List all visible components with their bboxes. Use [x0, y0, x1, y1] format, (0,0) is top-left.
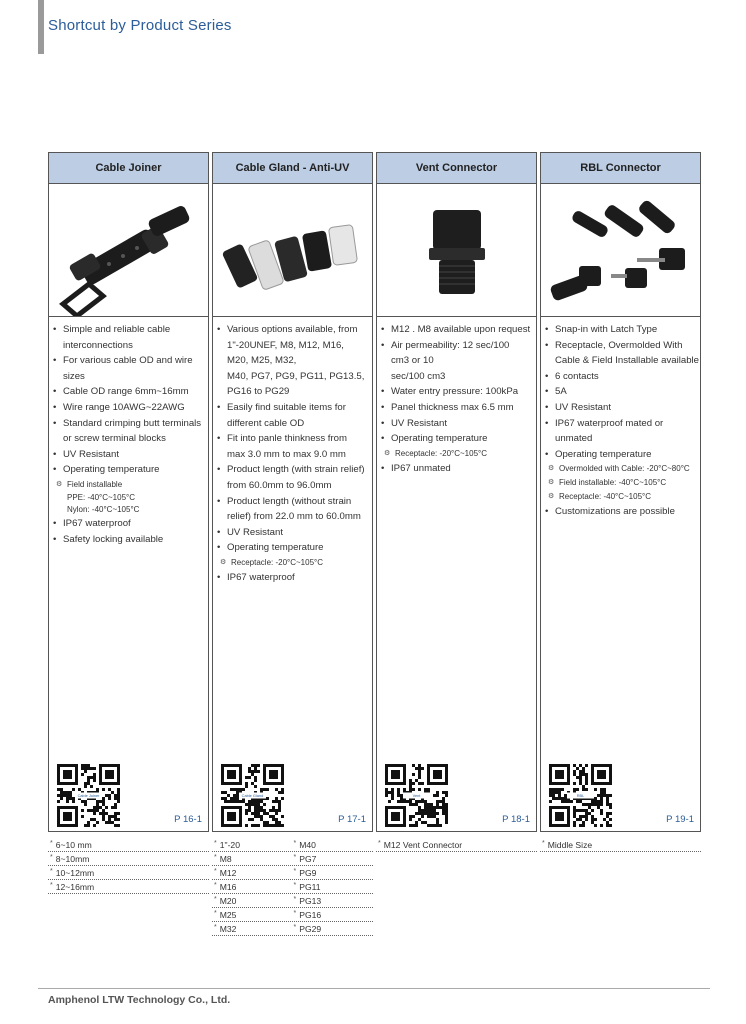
feature-text: Receptacle: -40°C~105°C	[559, 492, 652, 502]
size-label: PG7	[299, 853, 317, 864]
size-label: PG11	[299, 881, 321, 892]
feature-text: Operating temperature	[63, 464, 160, 476]
feature-item	[53, 322, 208, 338]
feature-text: Receptacle: -20°C~105°C	[231, 557, 324, 567]
size-row[interactable]	[212, 894, 373, 908]
feature-text: Product length (with strain relief)	[227, 464, 365, 476]
size-row[interactable]	[212, 908, 373, 922]
feature-text: Operating temperature	[227, 542, 324, 554]
company-name: Amphenol LTW Technology Co., Ltd.	[48, 994, 231, 1006]
feature-text: Standard crimping butt terminals	[63, 417, 202, 429]
feature-text: Water entry pressure: 100kPa	[391, 386, 519, 398]
feature-item	[53, 532, 208, 548]
footer-divider	[38, 988, 710, 989]
feature-text: 5A	[555, 386, 567, 398]
page-reference-link[interactable]: P 16-1	[174, 814, 202, 825]
feature-text: Field installable: -40°C~105°C	[559, 478, 667, 488]
card-title: Cable Joiner	[49, 153, 208, 184]
feature-text: Panel thickness max 6.5 mm	[391, 401, 514, 413]
feature-text: from 60.0mm to 96.0mm	[227, 479, 332, 491]
feature-item	[53, 516, 208, 532]
gear-icon: ⚙	[548, 465, 555, 473]
feature-item-continuation	[217, 447, 372, 463]
feature-text: UV Resistant	[63, 448, 119, 460]
qr-code-icon[interactable]	[385, 764, 448, 827]
feature-sub-item	[381, 447, 536, 461]
feature-item-continuation	[217, 338, 372, 354]
size-label: M32	[219, 923, 237, 934]
size-cell	[214, 854, 294, 864]
feature-text: M20, M25, M32,	[227, 355, 297, 367]
product-image-vent-connector	[377, 184, 536, 317]
size-label: Middle Size	[547, 839, 593, 850]
product-image-cable-joiner	[49, 184, 208, 317]
size-list-rbl-connector	[540, 838, 701, 852]
size-label: M16	[219, 881, 237, 892]
feature-item	[545, 384, 700, 400]
asterisk-icon: *	[378, 839, 381, 847]
size-cell	[50, 854, 89, 864]
feature-text: sec/100 cm3	[391, 370, 446, 382]
size-cell	[294, 896, 374, 906]
size-label: PG16	[299, 909, 322, 920]
feature-text: Cable & Field Installable available	[555, 355, 699, 367]
feature-text: PG16 to PG29	[227, 386, 290, 398]
feature-text: M12 . M8 available upon request	[391, 324, 531, 335]
feature-item	[381, 431, 536, 447]
feature-list	[541, 317, 700, 520]
feature-item	[381, 338, 536, 354]
feature-text: relief) from 22.0 mm to 60.0mm	[227, 511, 361, 523]
feature-item-continuation	[381, 353, 536, 369]
page-reference-link[interactable]: P 17-1	[338, 814, 366, 825]
size-cell	[294, 868, 374, 878]
page-reference-link[interactable]: P 18-1	[502, 814, 530, 825]
feature-text: 6 contacts	[555, 370, 599, 382]
feature-sub-item	[53, 492, 208, 504]
feature-item	[545, 416, 700, 432]
gear-icon: ⚙	[548, 479, 555, 487]
feature-text: For various cable OD and wire	[63, 355, 193, 367]
product-image-rbl-connector	[541, 184, 700, 317]
feature-item	[545, 369, 700, 385]
feature-item	[217, 570, 372, 586]
size-label: 10~12mm	[55, 867, 95, 878]
size-cell	[294, 910, 374, 920]
feature-text: 1"-20UNEF, M8, M12, M16,	[227, 339, 344, 351]
asterisk-icon: *	[214, 909, 217, 917]
size-row[interactable]	[212, 922, 373, 936]
asterisk-icon: *	[293, 895, 297, 903]
feature-text: UV Resistant	[227, 526, 283, 538]
feature-item-continuation	[217, 509, 372, 525]
feature-sub-item	[217, 556, 372, 570]
feature-text: IP67 unmated	[391, 462, 451, 474]
gear-icon: ⚙	[220, 558, 227, 566]
feature-item	[545, 447, 700, 463]
feature-sub-item	[545, 462, 700, 476]
size-cell	[542, 840, 592, 850]
feature-item-continuation	[217, 369, 372, 385]
feature-text: IP67 waterproof	[63, 517, 131, 529]
size-label: M12 Vent Connector	[383, 839, 463, 850]
feature-item	[381, 400, 536, 416]
size-row[interactable]	[48, 880, 209, 894]
size-label: 1"-20	[219, 839, 240, 850]
feature-text: Overmolded with Cable: -20°C~80°C	[559, 464, 690, 474]
feature-text: IP67 waterproof mated or	[555, 417, 664, 429]
size-cell	[214, 840, 294, 850]
size-label: PG13	[299, 895, 322, 906]
feature-item	[545, 400, 700, 416]
size-row[interactable]	[212, 880, 373, 894]
qr-code-icon[interactable]	[57, 764, 120, 827]
size-label: 8~10mm	[55, 853, 90, 864]
size-list-vent-connector	[376, 838, 537, 852]
feature-item	[217, 525, 372, 541]
feature-text: Cable OD range 6mm~16mm	[63, 386, 189, 398]
feature-sub-item	[53, 478, 208, 492]
feature-item	[217, 462, 372, 478]
feature-list	[213, 317, 372, 586]
feature-text: unmated	[555, 433, 593, 445]
feature-text: Field installable	[67, 479, 123, 489]
gear-icon: ⚙	[56, 480, 63, 488]
size-label: PG9	[299, 867, 317, 878]
feature-item-continuation	[217, 353, 372, 369]
feature-item	[381, 461, 536, 477]
page-title: Shortcut by Product Series	[48, 17, 232, 34]
size-label: M12	[219, 867, 237, 878]
feature-text: Nylon: -40°C~105°C	[67, 504, 140, 514]
size-cell	[214, 868, 294, 878]
size-cell	[214, 896, 294, 906]
size-label: M40	[299, 839, 316, 850]
qr-label: Vent	[412, 793, 421, 798]
feature-text: different cable OD	[227, 417, 305, 429]
size-label: 6~10 mm	[55, 839, 92, 850]
qr-label: RBL	[576, 793, 585, 798]
feature-text: sizes	[63, 370, 85, 382]
feature-item	[217, 431, 372, 447]
product-image-cable-gland	[213, 184, 372, 317]
feature-list	[377, 317, 536, 476]
feature-text: Customizations are possible	[555, 506, 675, 518]
size-cell	[50, 840, 92, 850]
page-reference-link[interactable]: P 19-1	[666, 814, 694, 825]
size-label: PG29	[299, 923, 322, 934]
size-label: M20	[219, 895, 237, 906]
feature-item-continuation	[53, 338, 208, 354]
feature-text: max 3.0 mm to max 9.0 mm	[227, 448, 346, 460]
feature-item	[53, 353, 208, 369]
feature-item	[217, 540, 372, 556]
size-cell	[294, 882, 374, 892]
feature-text: Receptacle: -20°C~105°C	[395, 448, 488, 458]
qr-label: Cable Gland	[241, 793, 264, 798]
asterisk-icon: *	[542, 839, 545, 847]
feature-item	[53, 462, 208, 478]
feature-item	[381, 322, 536, 338]
asterisk-icon: *	[50, 881, 53, 889]
size-label: M25	[219, 909, 237, 920]
size-row[interactable]	[48, 838, 209, 852]
size-cell	[214, 882, 294, 892]
asterisk-icon: *	[50, 867, 53, 875]
product-card-rbl-connector[interactable]	[540, 152, 701, 832]
feature-text: Simple and reliable cable	[63, 324, 171, 335]
feature-text: interconnections	[63, 339, 133, 351]
feature-item-continuation	[53, 431, 208, 447]
header-accent-bar	[38, 0, 44, 54]
asterisk-icon: *	[50, 839, 53, 847]
feature-text: Various options available, from	[227, 324, 358, 335]
size-row[interactable]	[48, 866, 209, 880]
size-cell	[378, 840, 462, 850]
feature-sub-item	[545, 476, 700, 490]
size-cell	[294, 854, 374, 864]
feature-sub-item	[545, 490, 700, 504]
feature-item	[381, 384, 536, 400]
size-cell	[294, 924, 374, 934]
feature-item	[217, 494, 372, 510]
size-list-cable-joiner	[48, 838, 209, 894]
feature-text: PPE: -40°C~105°C	[67, 492, 135, 502]
feature-item-continuation	[217, 478, 372, 494]
size-row[interactable]	[212, 838, 373, 852]
feature-item-continuation	[545, 431, 700, 447]
card-title: Cable Gland - Anti-UV	[213, 153, 372, 184]
product-card-cable-joiner[interactable]	[48, 152, 209, 832]
feature-item-continuation	[53, 369, 208, 385]
asterisk-icon: *	[293, 839, 297, 847]
size-label: M8	[219, 853, 232, 864]
product-card-cable-gland[interactable]	[212, 152, 373, 832]
feature-item	[545, 504, 700, 520]
feature-text: Snap-in with Latch Type	[555, 324, 658, 335]
feature-text: Product length (without strain	[227, 495, 352, 507]
asterisk-icon: *	[214, 895, 217, 903]
size-cell	[214, 924, 294, 934]
qr-label: Cable Joiner	[77, 793, 100, 798]
gear-icon: ⚙	[548, 493, 555, 501]
feature-item	[53, 400, 208, 416]
asterisk-icon: *	[293, 881, 297, 889]
feature-item-continuation	[217, 384, 372, 400]
asterisk-icon: *	[214, 867, 217, 875]
card-title: RBL Connector	[541, 153, 700, 184]
feature-text: or screw terminal blocks	[63, 433, 166, 445]
feature-text: Operating temperature	[391, 433, 488, 445]
size-row[interactable]	[540, 838, 701, 852]
asterisk-icon: *	[293, 867, 297, 875]
asterisk-icon: *	[214, 881, 217, 889]
asterisk-icon: *	[214, 839, 217, 847]
feature-text: Receptacle, Overmolded With	[555, 339, 683, 351]
qr-code-icon[interactable]	[549, 764, 612, 827]
product-card-vent-connector[interactable]	[376, 152, 537, 832]
feature-text: Fit into panle thinkness from	[227, 433, 347, 445]
feature-text: Operating temperature	[555, 448, 652, 460]
feature-text: Easily find suitable items for	[227, 401, 346, 413]
size-cell	[50, 882, 94, 892]
feature-text: UV Resistant	[391, 417, 447, 429]
feature-text: M40, PG7, PG9, PG11, PG13.5,	[227, 370, 365, 382]
card-title: Vent Connector	[377, 153, 536, 184]
size-row[interactable]	[376, 838, 537, 852]
feature-item	[381, 416, 536, 432]
feature-text: IP67 waterproof	[227, 571, 295, 583]
size-cell	[50, 868, 94, 878]
asterisk-icon: *	[214, 923, 217, 931]
qr-code-icon[interactable]	[221, 764, 284, 827]
size-row[interactable]	[212, 852, 373, 866]
size-list-cable-gland	[212, 838, 373, 936]
feature-text: Safety locking available	[63, 533, 164, 545]
asterisk-icon: *	[293, 923, 297, 931]
asterisk-icon: *	[214, 853, 217, 861]
feature-item	[53, 416, 208, 432]
feature-text: UV Resistant	[555, 401, 611, 413]
size-cell	[214, 910, 294, 920]
feature-item-continuation	[217, 416, 372, 432]
feature-item	[217, 322, 372, 338]
size-cell	[294, 840, 374, 850]
feature-list	[49, 317, 208, 547]
feature-text: Wire range 10AWG~22AWG	[63, 401, 185, 413]
feature-sub-item	[53, 504, 208, 516]
size-row[interactable]	[212, 866, 373, 880]
feature-item	[217, 400, 372, 416]
feature-item	[53, 447, 208, 463]
size-row[interactable]	[48, 852, 209, 866]
feature-text: Air permeability: 12 sec/100	[391, 339, 510, 351]
asterisk-icon: *	[293, 909, 297, 917]
feature-item	[545, 322, 700, 338]
feature-item	[545, 338, 700, 354]
gear-icon: ⚙	[384, 449, 391, 457]
feature-item	[53, 384, 208, 400]
feature-item-continuation	[545, 353, 700, 369]
asterisk-icon: *	[293, 853, 297, 861]
feature-text: cm3 or 10	[391, 355, 434, 367]
feature-item-continuation	[381, 369, 536, 385]
size-label: 12~16mm	[55, 881, 95, 892]
asterisk-icon: *	[50, 853, 53, 861]
